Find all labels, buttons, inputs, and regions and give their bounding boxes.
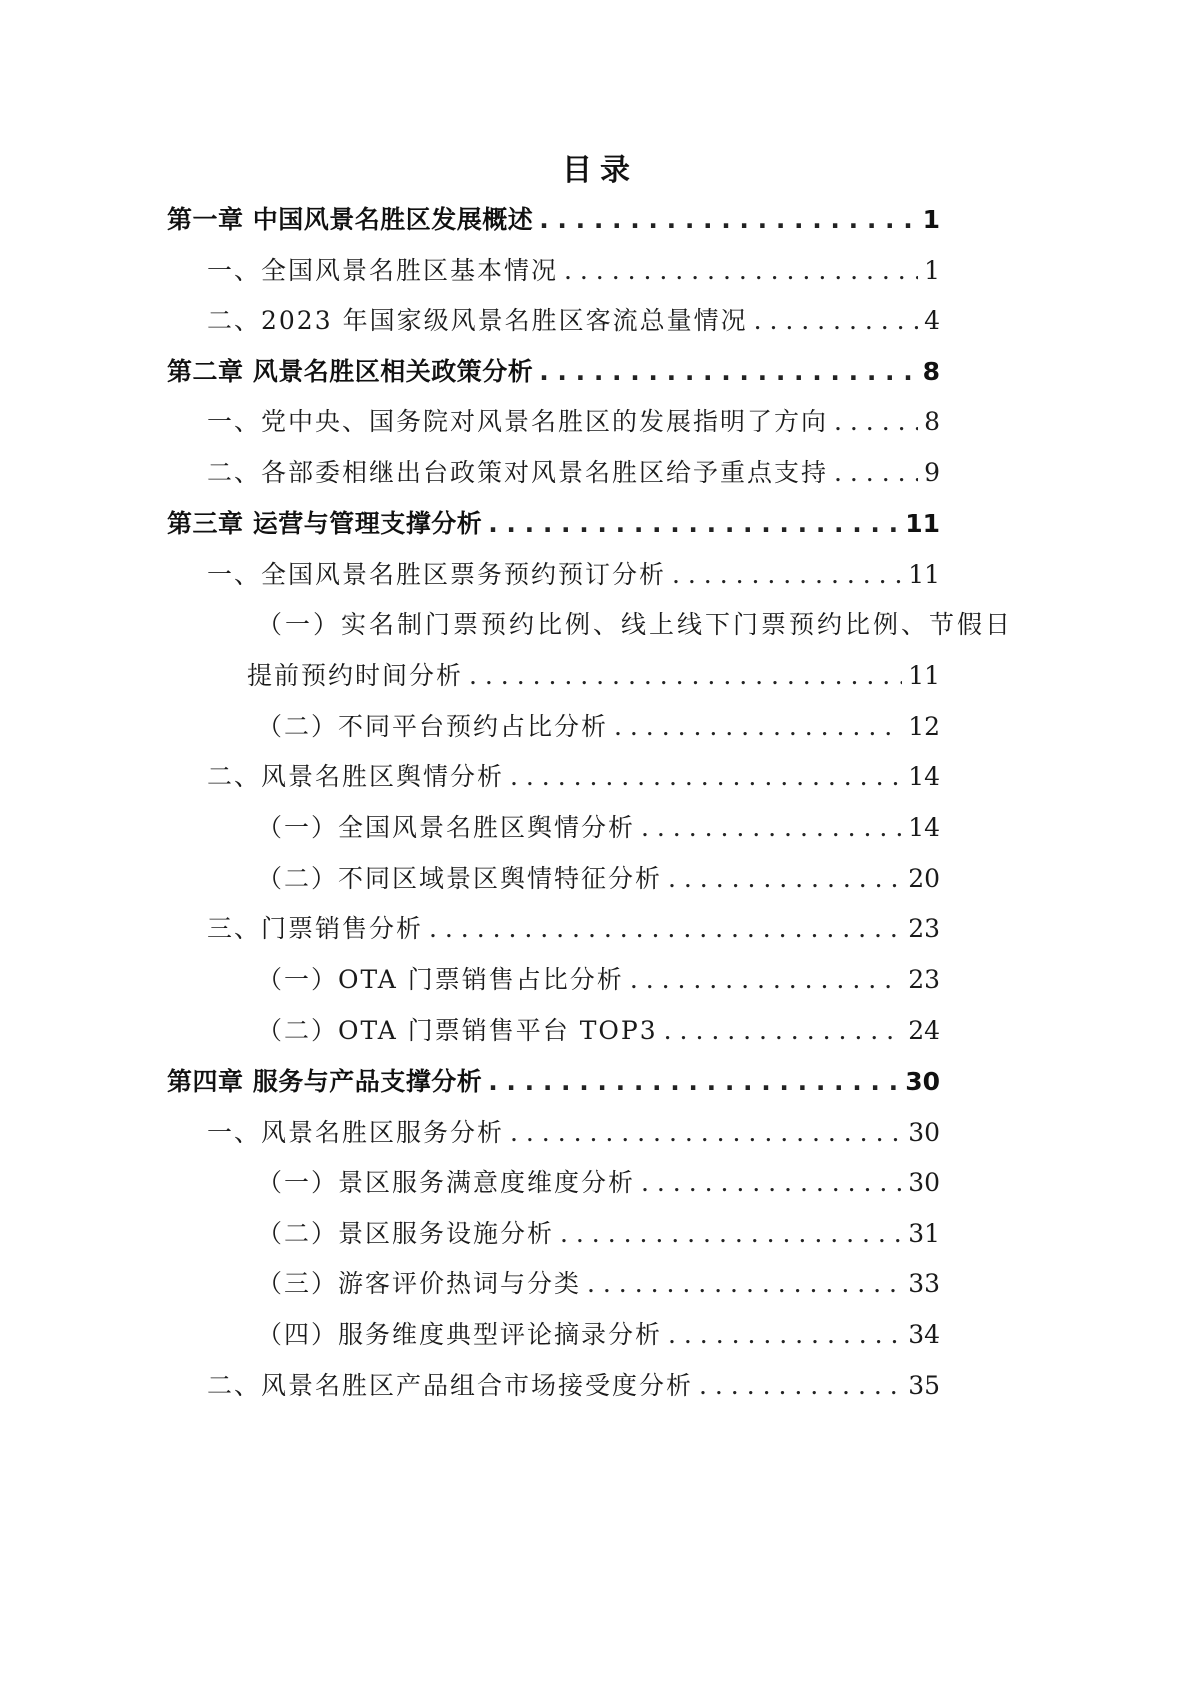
toc-entry-text: 一、全国风景名胜区基本情况 bbox=[207, 256, 559, 285]
toc-leader bbox=[834, 402, 918, 442]
toc-chapter-2[interactable] bbox=[167, 352, 940, 392]
toc-page-number: 14 bbox=[908, 762, 940, 791]
toc-page-number: 8 bbox=[922, 357, 940, 386]
toc-leader bbox=[834, 453, 918, 493]
toc-leader bbox=[664, 1011, 903, 1051]
toc-page-number: 14 bbox=[908, 813, 940, 842]
toc-entry-text: （四）服务维度典型评论摘录分析 bbox=[257, 1320, 663, 1349]
toc-entry-text: 第四章 服务与产品支撑分析 bbox=[167, 1067, 483, 1096]
toc-leader bbox=[641, 1163, 902, 1203]
toc-page-number: 1 bbox=[924, 256, 940, 285]
toc-page-number: 35 bbox=[908, 1371, 940, 1400]
toc-leader bbox=[672, 555, 902, 595]
toc-page-number: 11 bbox=[905, 509, 940, 538]
toc-chapter-4[interactable] bbox=[167, 1062, 940, 1102]
toc-entry-text: 一、党中央、国务院对风景名胜区的发展指明了方向 bbox=[207, 407, 829, 436]
toc-chapter-1[interactable] bbox=[167, 200, 940, 240]
toc-leader bbox=[630, 960, 902, 1000]
toc-entry-text: 第一章 中国风景名胜区发展概述 bbox=[167, 205, 534, 234]
toc-page-number: 12 bbox=[908, 712, 940, 741]
toc-entry-text: （一）全国风景名胜区舆情分析 bbox=[257, 813, 636, 842]
toc-leader bbox=[510, 757, 902, 797]
toc-page-number: 31 bbox=[908, 1219, 940, 1248]
toc-entry-text: 二、风景名胜区产品组合市场接受度分析 bbox=[207, 1371, 694, 1400]
toc-leader bbox=[754, 301, 919, 341]
toc-page-number: 30 bbox=[908, 1118, 940, 1147]
toc-entry-text: 三、门票销售分析 bbox=[207, 914, 424, 943]
toc-page-number: 23 bbox=[908, 914, 940, 943]
toc-section-3-1[interactable] bbox=[207, 555, 940, 595]
toc-leader bbox=[699, 1366, 902, 1406]
toc-entry-text: 二、各部委相继出台政策对风景名胜区给予重点支持 bbox=[207, 458, 829, 487]
toc-entry-text: 第三章 运营与管理支撑分析 bbox=[167, 509, 483, 538]
toc-page-number: 30 bbox=[908, 1168, 940, 1197]
toc-section-1-2[interactable] bbox=[207, 301, 940, 341]
toc-section-2-2[interactable] bbox=[207, 453, 940, 493]
toc-page-number: 23 bbox=[908, 965, 940, 994]
toc-leader bbox=[539, 200, 916, 240]
toc-leader bbox=[469, 656, 902, 696]
toc-leader bbox=[510, 1113, 902, 1153]
toc-section-3-2[interactable] bbox=[207, 757, 940, 797]
toc-subsection-4-1-1[interactable] bbox=[257, 1163, 940, 1203]
toc-entry-text: 第二章 风景名胜区相关政策分析 bbox=[167, 357, 534, 386]
toc-subsection-3-2-2[interactable] bbox=[257, 859, 940, 899]
toc-page-number: 11 bbox=[908, 560, 940, 589]
toc-leader bbox=[668, 859, 902, 899]
toc-leader bbox=[587, 1264, 902, 1304]
toc-entry-text: （二）景区服务设施分析 bbox=[257, 1219, 555, 1248]
toc-subsection-3-1-2[interactable] bbox=[257, 707, 940, 747]
toc-chapter-3[interactable] bbox=[167, 504, 940, 544]
toc-leader bbox=[539, 352, 916, 392]
toc-entry-text: （一）景区服务满意度维度分析 bbox=[257, 1168, 636, 1197]
toc-section-1-1[interactable] bbox=[207, 251, 940, 291]
toc-leader bbox=[614, 707, 902, 747]
toc-page-number: 9 bbox=[924, 458, 940, 487]
toc-page-number: 11 bbox=[908, 661, 940, 690]
toc-entry-text: 二、2023 年国家级风景名胜区客流总量情况 bbox=[207, 306, 748, 335]
toc-entry-text: 二、风景名胜区舆情分析 bbox=[207, 762, 505, 791]
toc-subsection-3-2-1[interactable] bbox=[257, 808, 940, 848]
toc-page-number: 34 bbox=[908, 1320, 940, 1349]
toc-page-number: 33 bbox=[908, 1269, 940, 1298]
toc-leader bbox=[668, 1315, 902, 1355]
toc-entry-text: （二）不同区域景区舆情特征分析 bbox=[257, 864, 663, 893]
toc-page-number: 20 bbox=[908, 864, 940, 893]
toc-entry-text: （二）OTA 门票销售平台 TOP3 bbox=[257, 1016, 658, 1045]
toc-subsection-4-1-4[interactable] bbox=[257, 1315, 940, 1355]
toc-subsection-4-1-2[interactable] bbox=[257, 1214, 940, 1254]
toc-leader bbox=[641, 808, 902, 848]
toc-leader bbox=[560, 1214, 902, 1254]
toc-subsection-3-3-2[interactable] bbox=[257, 1011, 940, 1051]
toc-section-4-1[interactable] bbox=[207, 1113, 940, 1153]
toc-section-4-2[interactable] bbox=[207, 1366, 940, 1406]
toc-entry-text: 提前预约时间分析 bbox=[247, 661, 464, 690]
toc-leader bbox=[429, 909, 902, 949]
toc-page-number: 1 bbox=[922, 205, 940, 234]
toc-entry-text: （一）OTA 门票销售占比分析 bbox=[257, 965, 624, 994]
toc-page-number: 30 bbox=[905, 1067, 940, 1096]
toc-section-3-3[interactable] bbox=[207, 909, 940, 949]
toc-entry-text: （三）游客评价热词与分类 bbox=[257, 1269, 582, 1298]
toc-leader bbox=[488, 504, 899, 544]
toc-entry-text: 一、风景名胜区服务分析 bbox=[207, 1118, 505, 1147]
toc-subsection-3-1-1[interactable] bbox=[247, 656, 940, 696]
toc-section-2-1[interactable] bbox=[207, 402, 940, 442]
toc-entry-text: （二）不同平台预约占比分析 bbox=[257, 712, 609, 741]
toc-subsection-4-1-3[interactable] bbox=[257, 1264, 940, 1304]
toc-page-number: 24 bbox=[908, 1016, 940, 1045]
toc-page-number: 4 bbox=[924, 306, 940, 335]
toc-title: 目录 bbox=[562, 153, 638, 188]
toc-subsection-3-1-1-line1[interactable]: （一）实名制门票预约比例、线上线下门票预约比例、节假日 bbox=[257, 610, 1014, 639]
toc-entry-text: 一、全国风景名胜区票务预约预订分析 bbox=[207, 560, 667, 589]
toc-page-number: 8 bbox=[924, 407, 940, 436]
toc-leader bbox=[488, 1062, 899, 1102]
toc-leader bbox=[564, 251, 918, 291]
toc-subsection-3-3-1[interactable] bbox=[257, 960, 940, 1000]
